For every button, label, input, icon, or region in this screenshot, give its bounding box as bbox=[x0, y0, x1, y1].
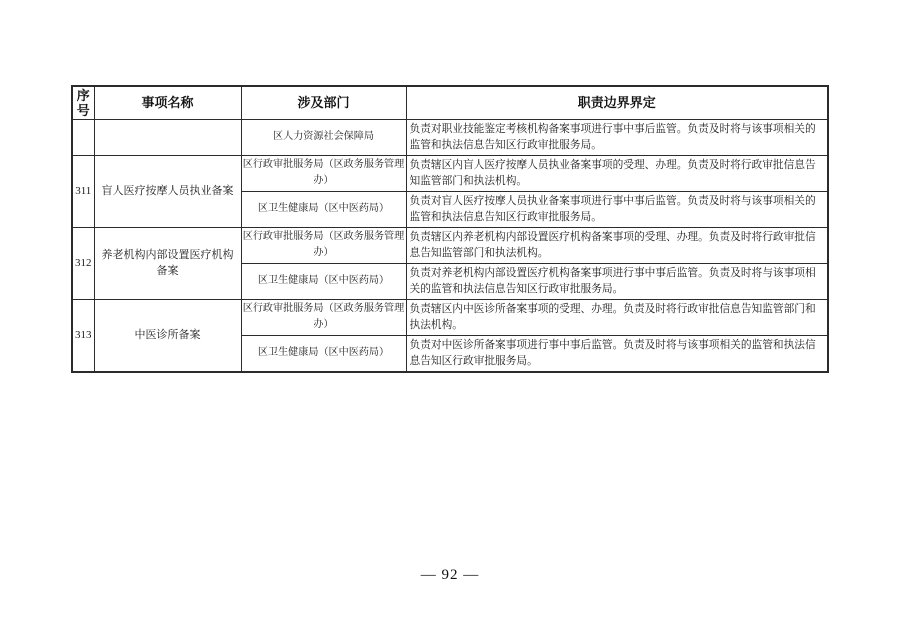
responsibility-boundary-table bbox=[71, 85, 829, 373]
cell-item-name: 中医诊所备案 bbox=[94, 299, 241, 372]
cell-boundary: 负责辖区内养老机构内部设置医疗机构备案事项的受理、办理。负责及时将行政审批信息告知监管部门和执法机构。 bbox=[406, 227, 828, 263]
cell-department: 区行政审批服务局（区政务服务管理办） bbox=[241, 155, 406, 191]
column-header-index: 序号 bbox=[72, 86, 94, 119]
cell-boundary: 负责辖区内中医诊所备案事项的受理、办理。负责及时将行政审批信息告知监管部门和执法机构。 bbox=[406, 299, 828, 335]
cell-index: 313 bbox=[72, 299, 94, 372]
cell-boundary: 负责对养老机构内部设置医疗机构备案事项进行事中事后监管。负责及时将与该事项相关的监管和执法信息告知区行政审批服务局。 bbox=[406, 263, 828, 299]
cell-index-empty bbox=[72, 119, 94, 155]
cell-index: 311 bbox=[72, 155, 94, 227]
table-row-continuation bbox=[72, 119, 828, 155]
table-row-item-313 bbox=[72, 299, 828, 335]
cell-boundary: 负责辖区内盲人医疗按摩人员执业备案事项的受理、办理。负责及时将行政审批信息告知监管部门和执法机构。 bbox=[406, 155, 828, 191]
table-row-item-311 bbox=[72, 155, 828, 191]
table-row-item-312 bbox=[72, 227, 828, 263]
cell-department: 区行政审批服务局（区政务服务管理办） bbox=[241, 227, 406, 263]
page-number: — 92 — bbox=[420, 567, 480, 583]
cell-boundary: 负责对盲人医疗按摩人员执业备案事项进行事中事后监管。负责及时将与该事项相关的监管和执法信息告知区行政审批服务局。 bbox=[406, 191, 828, 227]
cell-department: 区行政审批服务局（区政务服务管理办） bbox=[241, 299, 406, 335]
cell-department: 区卫生健康局（区中医药局） bbox=[241, 191, 406, 227]
column-header-boundary: 职责边界界定 bbox=[406, 86, 828, 119]
cell-item-name: 养老机构内部设置医疗机构备案 bbox=[94, 227, 241, 299]
cell-boundary: 负责对职业技能鉴定考核机构备案事项进行事中事后监管。负责及时将与该事项相关的监管和执法信息告知区行政审批服务局。 bbox=[406, 119, 828, 155]
cell-item-name: 盲人医疗按摩人员执业备案 bbox=[94, 155, 241, 227]
column-header-item-name: 事项名称 bbox=[94, 86, 241, 119]
cell-department: 区人力资源社会保障局 bbox=[241, 119, 406, 155]
cell-department: 区卫生健康局（区中医药局） bbox=[241, 335, 406, 372]
cell-item-name-empty bbox=[94, 119, 241, 155]
cell-boundary: 负责对中医诊所备案事项进行事中事后监管。负责及时将与该事项相关的监管和执法信息告知区行政审批服务局。 bbox=[406, 335, 828, 372]
cell-department: 区卫生健康局（区中医药局） bbox=[241, 263, 406, 299]
column-header-departments: 涉及部门 bbox=[241, 86, 406, 119]
cell-index: 312 bbox=[72, 227, 94, 299]
table-header-row bbox=[72, 86, 828, 119]
